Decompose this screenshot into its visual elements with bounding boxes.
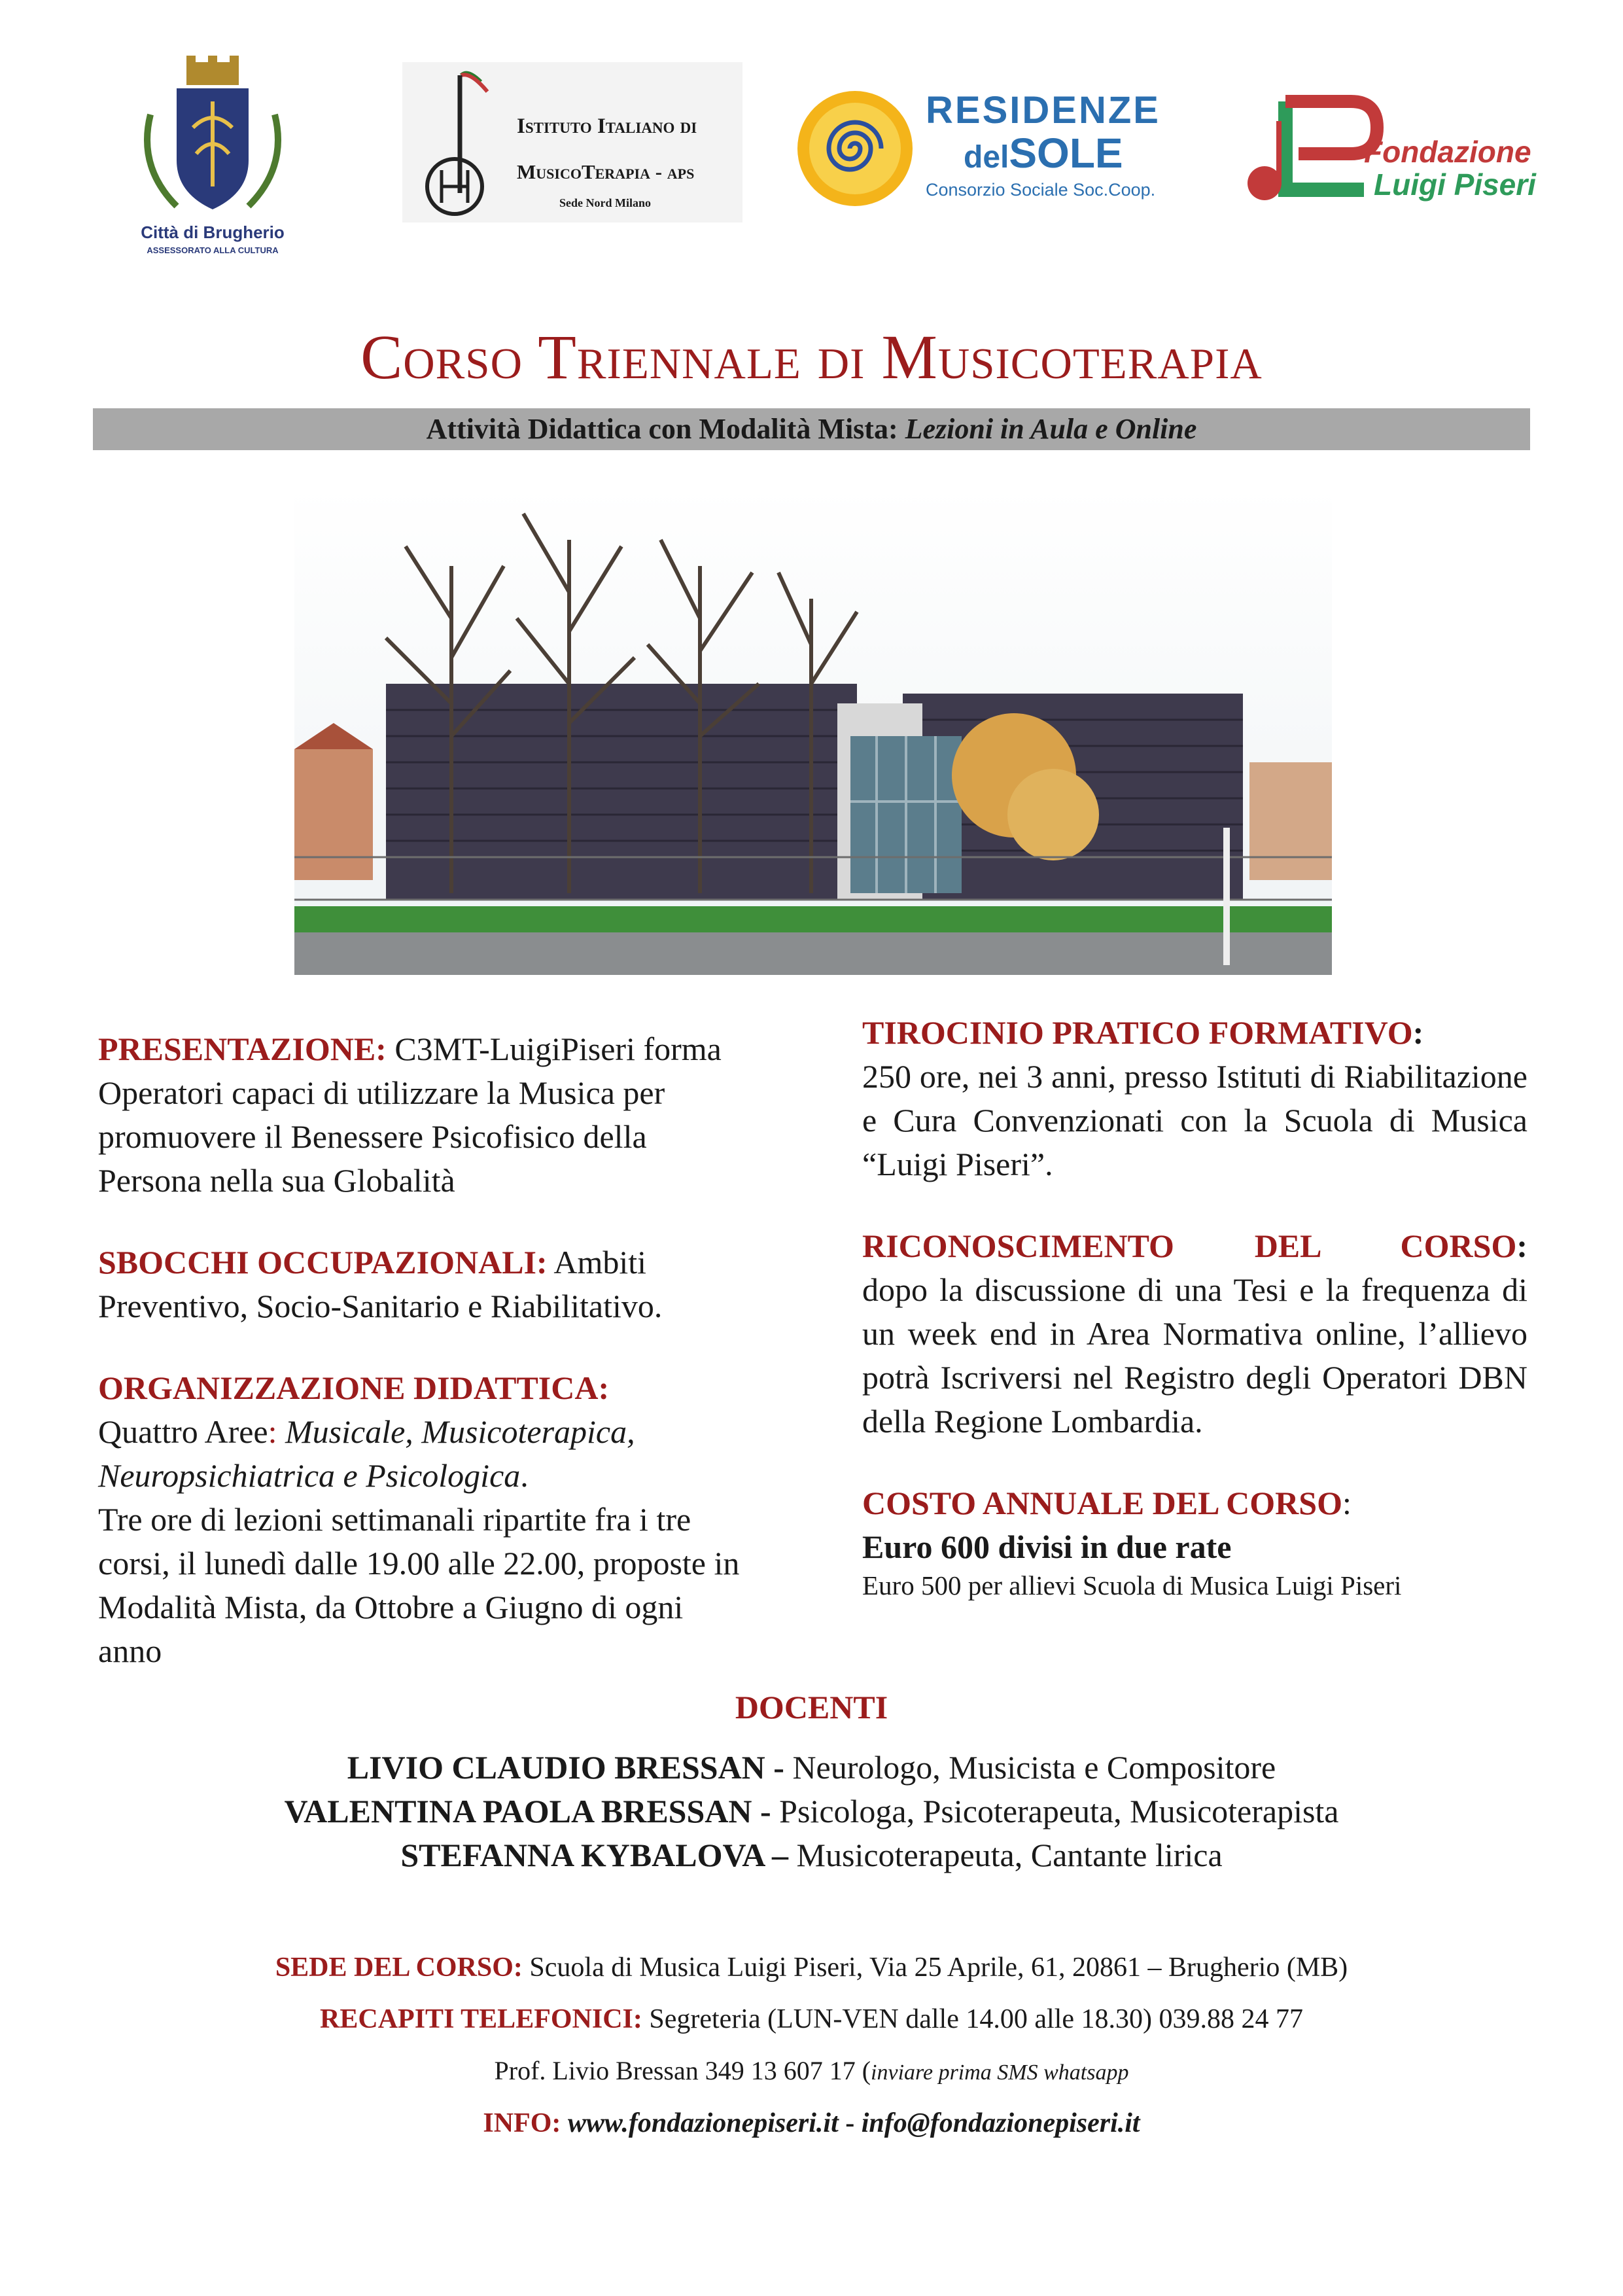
docente-row: [0, 1748, 1623, 1786]
page-title: Corso Triennale di Musicoterapia: [360, 322, 1263, 392]
sede-text: Scuola di Musica Luigi Piseri, Via 25 Aprile, 61, 20861 – Brugherio (MB): [522, 1952, 1348, 1983]
prof-text: Prof. Livio Bressan 349 13 607 17 (: [494, 2056, 871, 2085]
docenti-title: DOCENTI: [735, 1689, 888, 1725]
riconoscimento-text: dopo la discussione di una Tesi e la frequenza di un week end in Area Normativa online, l’allievo potrà Iscriversi nel Registro degli Operatori DBN della Regione Lombardia.: [862, 1271, 1527, 1439]
tirocinio-colon: :: [1412, 1014, 1424, 1051]
sun-spiral-icon: [795, 88, 916, 209]
info-email-link[interactable]: info@fondazionepiseri.it: [861, 2108, 1140, 2138]
areas-colon: :: [268, 1413, 286, 1450]
docente-name: LIVIO CLAUDIO BRESSAN: [347, 1749, 765, 1786]
subtitle-italic: Lezioni in Aula e Online: [905, 413, 1197, 445]
docente-row: [0, 1792, 1623, 1830]
areas-end: .: [520, 1457, 529, 1494]
sbocchi-label: SBOCCHI OCCUPAZIONALI:: [98, 1244, 548, 1280]
riconoscimento-colon: :: [1516, 1227, 1527, 1264]
residenze-del-sole-logo: [795, 88, 1161, 209]
section-riconoscimento: [862, 1224, 1527, 1443]
fondazione-line-2: Luigi Piseri: [1374, 168, 1536, 202]
docente-name: STEFANNA KYBALOVA: [400, 1837, 764, 1873]
info-label: INFO:: [483, 2108, 561, 2138]
section-organizzazione: [98, 1366, 752, 1673]
city-of-brugherio-logo: [131, 56, 294, 265]
docente-role: Musicoterapeuta, Cantante lirica: [796, 1837, 1223, 1873]
areas-italic: Musicale, Musicoterapica, Neuropsichiatrica e Psicologica: [98, 1413, 635, 1494]
costo-colon: :: [1342, 1485, 1352, 1521]
recapiti-text: Segreteria (LUN-VEN dalle 14.00 alle 18.30) 039.88 24 77: [642, 2004, 1303, 2034]
residenze-del: del: [964, 140, 1009, 175]
footer-info: [0, 2108, 1623, 2139]
docente-sep: –: [763, 1837, 797, 1873]
fondazione-line-1: Fondazione: [1364, 135, 1531, 169]
footer-prof: [0, 2055, 1623, 2086]
riconoscimento-label: RICONOSCIMENTO DEL CORSO: [862, 1227, 1517, 1264]
residenze-line-3: Consorzio Sociale Soc.Coop.: [926, 180, 1156, 200]
tirocinio-label: TIROCINIO PRATICO FORMATIVO: [862, 1014, 1413, 1051]
iim-line-1: Istituto Italiano di: [517, 115, 697, 138]
prof-italic: inviare prima SMS whatsapp: [871, 2060, 1129, 2085]
city-subtitle: ASSESSORATO ALLA CULTURA: [147, 245, 279, 255]
section-presentazione: [98, 1027, 752, 1203]
costo-note: Euro 500 per allievi Scuola di Musica Luigi Piseri: [862, 1570, 1402, 1600]
docente-role: Psicologa, Psicoterapeuta, Musicoterapista: [779, 1793, 1339, 1829]
footer-sede: [0, 1952, 1623, 1983]
school-building-photo: [294, 487, 1332, 975]
costo-label: COSTO ANNUALE DEL CORSO: [862, 1485, 1342, 1521]
tirocinio-text: 250 ore, nei 3 anni, presso Istituti di Riabilitazione e Cura Convenzionati con la Scuola di Musica “Luigi Piseri”.: [862, 1058, 1527, 1182]
areas-lead: Quattro Aree: [98, 1413, 268, 1450]
fondazione-luigi-piseri-logo: [1240, 75, 1541, 206]
recapiti-label: RECAPITI TELEFONICI:: [320, 2004, 642, 2034]
organizzazione-text: Tre ore di lezioni settimanali ripartite fra i tre corsi, il lunedì dalle 19.00 alle 22.00, proposte in Modalità Mista, da Ottobre a Giugno di ogni anno: [98, 1501, 740, 1669]
info-website-link[interactable]: www.fondazionepiseri.it: [561, 2108, 839, 2138]
costo-main: Euro 600 divisi in due rate: [862, 1528, 1232, 1565]
iim-line-3: Sede Nord Milano: [559, 196, 652, 209]
footer-recapiti: [0, 2004, 1623, 2035]
right-column: [862, 1011, 1527, 1640]
section-tirocinio: [862, 1011, 1527, 1186]
section-sbocchi: [98, 1241, 752, 1328]
left-column: [98, 1027, 752, 1711]
residenze-line-2: [964, 129, 1123, 177]
presentazione-label: PRESENTAZIONE:: [98, 1031, 387, 1067]
subtitle-bar: [93, 408, 1530, 450]
presentazione-text: C3MT-LuigiPiseri forma Operatori capaci di utilizzare la Musica per promuovere il Benessere Psicofisico della Persona nella sua Globalità: [98, 1031, 722, 1199]
docente-row: [0, 1836, 1623, 1874]
music-note-icon: [409, 62, 514, 222]
docente-sep: -: [752, 1793, 780, 1829]
residenze-sole: SOLE: [1009, 130, 1123, 177]
docente-sep: -: [765, 1749, 793, 1786]
subtitle-lead: Attività Didattica con Modalità Mista:: [426, 413, 905, 445]
residenze-line-1: RESIDENZE: [926, 89, 1161, 132]
docente-role: Neurologo, Musicista e Compositore: [792, 1749, 1276, 1786]
sbocchi-text: Ambiti Preventivo, Socio-Sanitario e Riabilitativo.: [98, 1244, 663, 1324]
iim-line-2: MusicoTerapia - aps: [517, 160, 695, 183]
fondazione-mark-icon: [1240, 75, 1384, 206]
docente-name: VALENTINA PAOLA BRESSAN: [284, 1793, 752, 1829]
info-separator: -: [838, 2108, 862, 2138]
sede-label: SEDE DEL CORSO:: [275, 1952, 523, 1983]
section-costo: [862, 1481, 1527, 1602]
istituto-italiano-musicoterapia-logo: [402, 62, 742, 222]
organizzazione-areas: [98, 1410, 752, 1498]
city-crest-icon: [131, 56, 294, 226]
city-name: Città di Brugherio: [141, 222, 285, 242]
organizzazione-label: ORGANIZZAZIONE DIDATTICA:: [98, 1369, 610, 1406]
